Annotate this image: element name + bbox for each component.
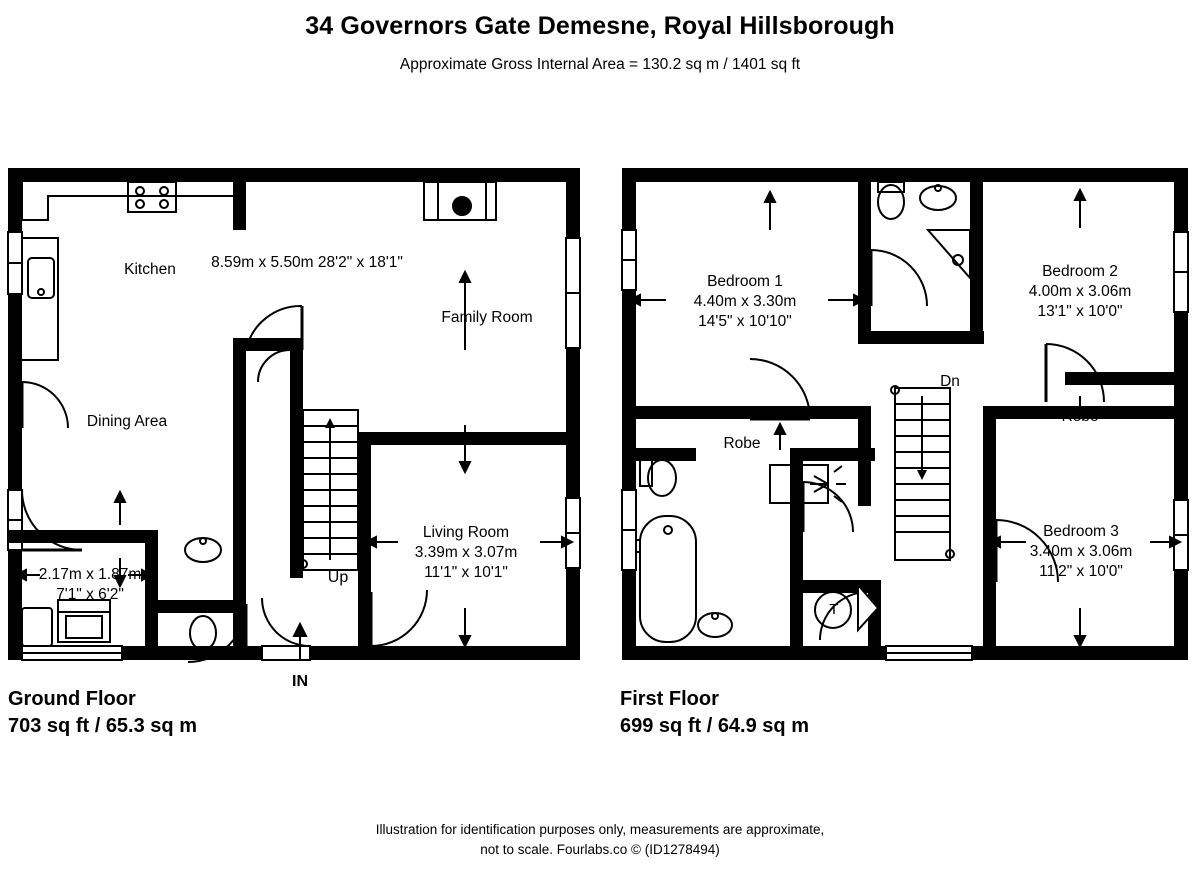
- room-dimension-overall: 8.59m x 5.50m 28'2" x 18'1": [211, 254, 403, 271]
- stairs-up-marker: Up: [327, 569, 349, 586]
- entrance-marker: IN: [292, 673, 308, 690]
- page-subtitle: Approximate Gross Internal Area = 130.2 sq m / 1401 sq ft: [399, 56, 801, 73]
- first-stairs: [891, 386, 954, 560]
- room-label-bedroom-3: Bedroom 3 3.40m x 3.06m 11'2" x 10'0": [1029, 523, 1133, 581]
- room-label-kitchen: Kitchen: [124, 261, 176, 278]
- first-floor-plan: [610, 160, 1200, 680]
- footer-disclaimer: [0, 820, 1200, 859]
- ground-floor-area: 703 sq ft / 65.3 sq m: [8, 715, 197, 737]
- room-label-bedroom-2: Bedroom 2 4.00m x 3.06m 13'1" x 10'0": [1028, 263, 1132, 321]
- room-label-dining-area: Dining Area: [86, 413, 168, 430]
- ensuite-fixtures: [878, 182, 970, 278]
- ground-floor-plan: [0, 160, 600, 690]
- room-label-robe-left: Robe: [723, 435, 761, 452]
- landing-detail: [770, 465, 846, 503]
- room-label-robe-right: Robe: [1061, 408, 1099, 425]
- ground-floor-name: Ground Floor: [8, 688, 136, 710]
- tank-marker: T: [829, 601, 839, 618]
- first-floor-area: 699 sq ft / 64.9 sq m: [620, 715, 809, 737]
- bathroom-fixtures: [636, 460, 732, 642]
- first-floor-caption: [620, 686, 809, 740]
- ground-floor-caption: [8, 686, 197, 740]
- first-floor-name: First Floor: [620, 688, 719, 710]
- footer-line-2: not to scale. Fourlabs.co © (ID1278494): [480, 841, 720, 857]
- first-floor-svg: [610, 160, 1200, 680]
- room-label-bedroom-1: Bedroom 1 4.40m x 3.30m 14'5" x 10'10": [693, 273, 797, 331]
- stairs-down-marker: Dn: [940, 373, 960, 390]
- room-label-utility: 2.17m x 1.87m 7'1" x 6'2": [38, 566, 142, 604]
- room-label-family-room: Family Room: [441, 309, 533, 326]
- room-label-living-room: Living Room 3.39m x 3.07m 11'1" x 10'1": [414, 524, 518, 582]
- page-title: 34 Governors Gate Demesne, Royal Hillsborough: [305, 12, 895, 40]
- ground-stairs: [299, 410, 358, 570]
- footer-line-1: Illustration for identification purposes only, measurements are approximate,: [375, 822, 825, 837]
